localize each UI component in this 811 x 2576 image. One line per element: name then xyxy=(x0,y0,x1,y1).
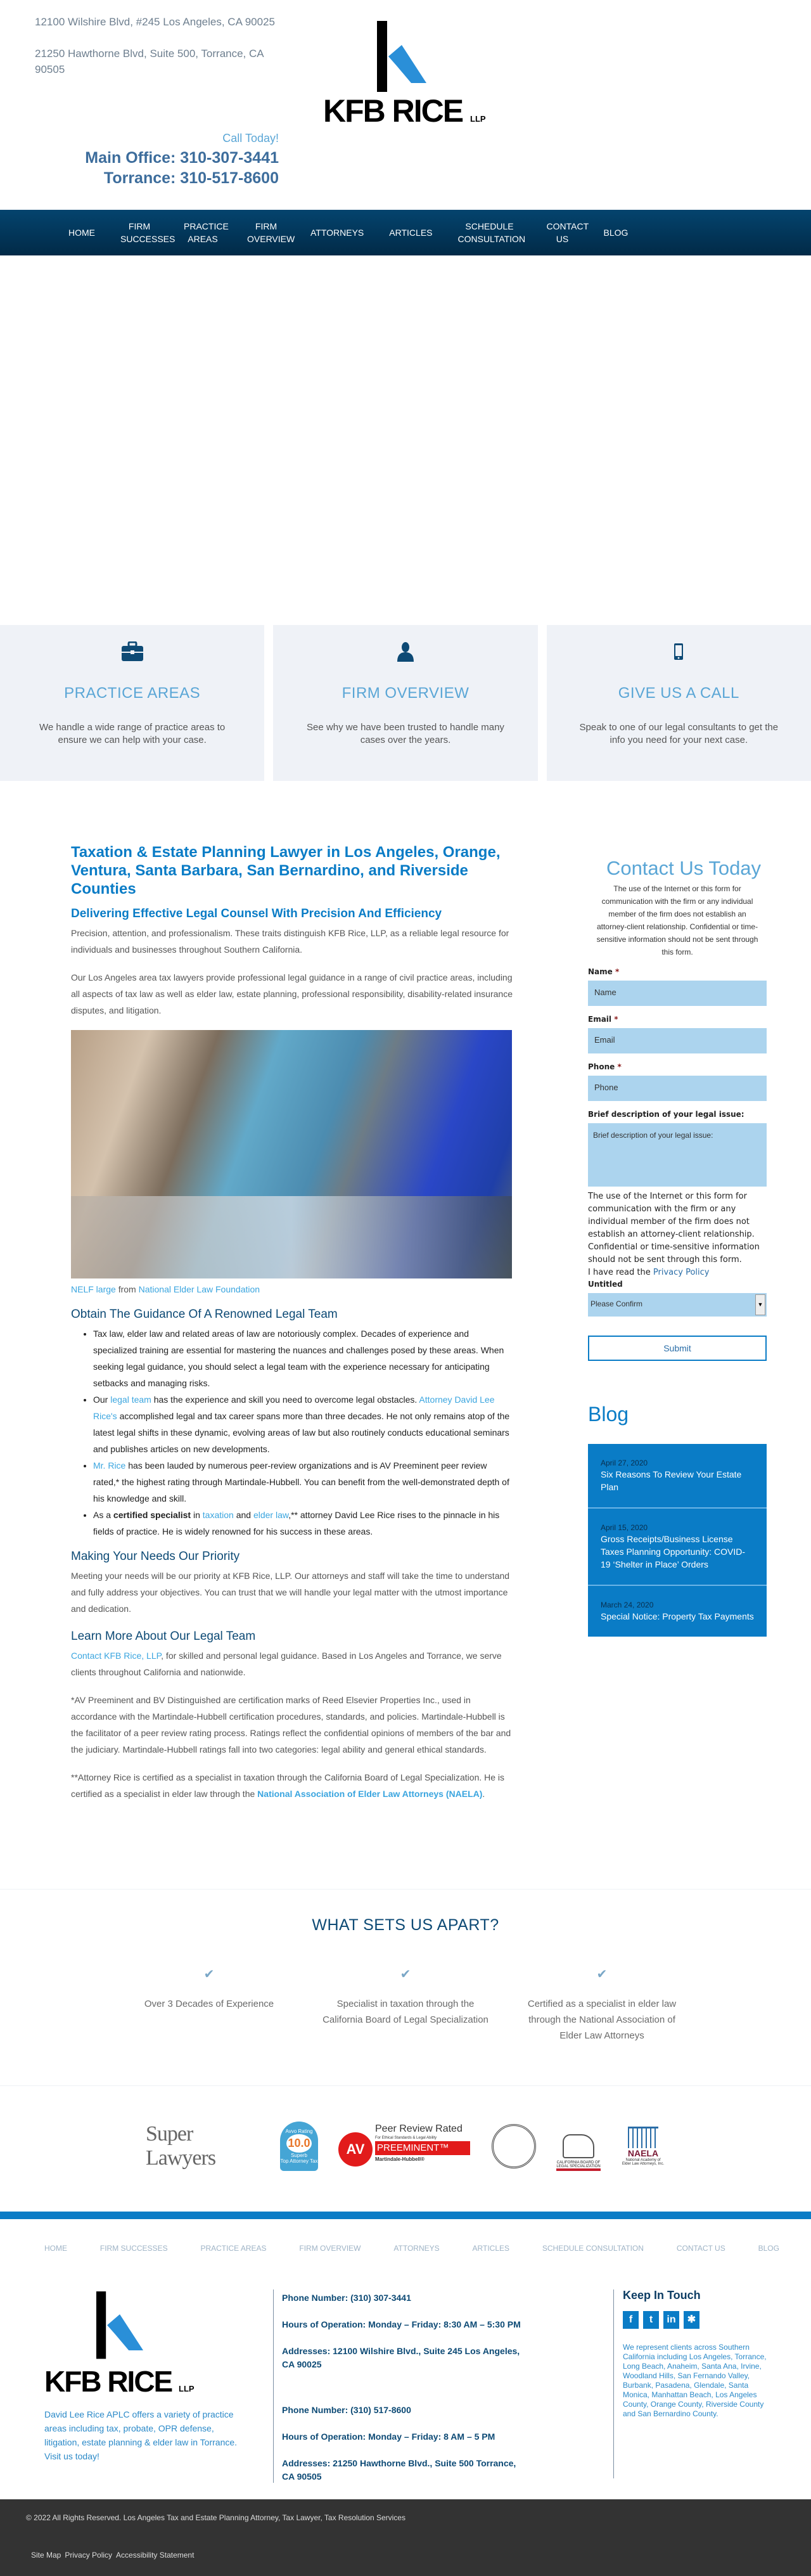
feature-text: Speak to one of our legal consultants to get the info you need for your next case. xyxy=(579,722,779,745)
email-input[interactable]: Email xyxy=(588,1028,767,1053)
priority-paragraph: Meeting your needs will be our priority at KFB Rice, LLP. Our attorneys and staff will take the time to understand and fully address your objectives. You can trust that we will handle your legal matter with the utmost importance and dedication. xyxy=(71,1571,510,1614)
nav-home[interactable]: HOME xyxy=(68,228,95,238)
feature-practice-areas[interactable] xyxy=(0,625,264,781)
office2-phone[interactable]: Phone Number: (310) 517-8600 xyxy=(282,2405,411,2415)
award-badges xyxy=(0,2085,811,2206)
list-item: • Our legal team has the experience and skill you need to overcome legal obstacles. Attorney David Lee Rice's accomplished legal and tax career spans more than three decades. He not only remains atop of the latest legal shifts in these dynamic, evolving areas of law but also routinely conducts educational seminars and publishes articles on new developments. xyxy=(93,1391,514,1457)
privacy-consent: I have read the Privacy Policy xyxy=(588,1268,710,1277)
nav-firm-overview[interactable]: FIRM OVERVIEW xyxy=(247,221,295,244)
taxation-link[interactable]: taxation xyxy=(202,1510,234,1520)
checkmark-icon: ✔ xyxy=(596,1967,608,1981)
clients-photo xyxy=(71,1030,512,1278)
logo-wordmark: KFB RICE LLP xyxy=(323,93,486,129)
header-call xyxy=(85,132,279,188)
copyright-bar xyxy=(0,2499,811,2576)
email-label: Email * xyxy=(588,1015,618,1024)
bear-icon xyxy=(563,2134,594,2158)
feature-title: FIRM OVERVIEW xyxy=(342,685,469,702)
hero-banner xyxy=(0,255,811,624)
service-areas: We represent clients across Southern California including Los Angeles, Torrance, Long Beach, Anaheim, Santa Ana, Irvine, Woodland Hills, San Fernando Valley, Burbank, Pasadena, Glendale, Santa Monica, Manhattan Beach, Los Angeles County, Orange County, Riverside County and San Bernardino County. xyxy=(623,2343,767,2418)
nav-firm-successes[interactable]: FIRM SUCCESSES xyxy=(120,221,176,244)
chevron-down-icon: ▼ xyxy=(755,1294,765,1315)
intro-paragraph: Precision, attention, and professionalism. These traits distinguish KFB Rice, LLP, as a reliable legal resource for individuals and businesses throughout Southern California. xyxy=(71,928,509,955)
post-title[interactable]: Six Reasons To Review Your Estate Plan xyxy=(601,1469,742,1492)
feature-text: We handle a wide range of practice areas to ensure we can help with your case. xyxy=(39,722,226,745)
feature-give-us-a-call[interactable] xyxy=(547,625,811,781)
contact-form xyxy=(588,967,767,1361)
issue-textarea[interactable]: Brief description of your legal issue: xyxy=(588,1123,767,1187)
office1-phone[interactable]: Phone Number: (310) 307-3441 xyxy=(282,2293,411,2303)
address-los-angeles: 12100 Wilshire Blvd, #245 Los Angeles, CA 90025 xyxy=(35,16,275,28)
guidance-list xyxy=(93,1325,514,1540)
apart-item: ✔ Over 3 Decades of Experience xyxy=(124,1966,295,2044)
post-date: April 27, 2020 xyxy=(601,1459,648,1467)
legal-team-link[interactable]: legal team xyxy=(110,1394,151,1405)
state-bar-seal-icon xyxy=(492,2124,536,2168)
nav-blog[interactable]: BLOG xyxy=(603,228,629,238)
post-title[interactable]: Special Notice: Property Tax Payments xyxy=(601,1611,754,1621)
feature-boxes xyxy=(0,625,811,781)
list-item: • Tax law, elder law and related areas of law are notoriously complex. Decades of experience and specialized training are essential for mastering the nuances and challenges posed by these areas. When seeking legal guidance, you should select a legal team with the experience necessary for anticipating setbacks and managing risks. xyxy=(93,1325,514,1391)
untitled-label: Untitled xyxy=(588,1280,623,1289)
twitter-icon[interactable]: t xyxy=(643,2311,659,2329)
k-logo-icon xyxy=(377,21,434,94)
page-title: Taxation & Estate Planning Lawyer in Los Angeles, Orange, Ventura, Santa Barbara, San Bernardino, and Riverside Counties xyxy=(71,844,501,898)
accessibility-statement-link[interactable]: Accessibility Statement xyxy=(116,2551,195,2560)
practice-paragraph: Our Los Angeles area tax lawyers provide professional legal guidance in a range of civil practice areas, including all aspects of tax law as well as elder law, estate planning, professional responsibility, disability-related insurance disputes, and litigation. xyxy=(71,972,513,1015)
footnote-specialist: **Attorney Rice is certified as a specialist in taxation through the California Board of Legal Specialization. He is certified as a specialist in elder law through the National Association of Elder Law Attorneys (NAELA). xyxy=(71,1772,505,1799)
what-sets-us-apart xyxy=(0,1889,811,2085)
copyright-text: © 2022 All Rights Reserved. Los Angeles Tax and Estate Planning Attorney, Tax Lawyer, Tax Resolution Services xyxy=(26,2513,406,2522)
nav-articles[interactable]: ARTICLES xyxy=(389,228,433,238)
sidebar xyxy=(588,843,767,1637)
cbls-badge: CALIFORNIA BOARD OF LEGAL SPECIALIZATION xyxy=(556,2122,601,2171)
list-item: • Mr. Rice has been lauded by numerous peer-review organizations and is AV Preeminent peer review rated,* the highest rating through Martindale-Hubbell. You can benefit from the well-demonstrated depth of his knowledge and skill. xyxy=(93,1457,514,1507)
confirm-select[interactable]: Please Confirm ▼ xyxy=(588,1293,767,1317)
av-preeminent-badge: AV Peer Review Rated For Ethical Standards & Legal Ability PREEMINENT™ Martindale-Hubbell® xyxy=(338,2121,471,2172)
privacy-policy-link[interactable]: Privacy Policy xyxy=(65,2551,113,2560)
legal-links xyxy=(31,2551,194,2560)
super-lawyers-badge: Super Lawyers xyxy=(146,2122,216,2170)
post-date: March 24, 2020 xyxy=(601,1600,654,1609)
list-item: • As a certified specialist in taxation and elder law,** attorney David Lee Rice rises to the pinnacle in his fields of practice. He is widely renowned for his success in these areas. xyxy=(93,1507,514,1540)
name-input[interactable]: Name xyxy=(588,981,767,1006)
issue-label: Brief description of your legal issue: xyxy=(588,1110,744,1119)
privacy-policy-link[interactable]: Privacy Policy xyxy=(653,1268,710,1277)
phone-input[interactable]: Phone xyxy=(588,1076,767,1101)
office1-address: Addresses: 12100 Wilshire Blvd., Suite 245 Los Angeles, CA 90025 xyxy=(282,2346,520,2369)
section-heading: Learn More About Our Legal Team xyxy=(71,1630,256,1643)
mr-rice-link[interactable]: Mr. Rice xyxy=(93,1460,126,1471)
footer-logo[interactable] xyxy=(44,2291,209,2396)
avvo-rating-badge: Avvo Rating 10.0 Superb Top Attorney Tax xyxy=(280,2122,318,2171)
site-header xyxy=(0,0,811,209)
logo-wordmark: KFB RICE LLP xyxy=(44,2365,195,2398)
naela-badge: NAELA National Academy of Elder Law Attorneys, Inc. xyxy=(621,2127,665,2166)
blog-post[interactable] xyxy=(588,1444,767,1509)
submit-button[interactable]: Submit xyxy=(588,1336,767,1361)
checkmark-icon: ✔ xyxy=(203,1967,215,1981)
keep-in-touch-title: Keep In Touch xyxy=(623,2289,701,2302)
attorney-rice-link[interactable]: Attorney David Lee Rice's xyxy=(93,1394,495,1421)
blog-title: Blog xyxy=(588,1403,629,1426)
contact-link[interactable]: Contact KFB Rice, LLP xyxy=(71,1651,162,1661)
checkmark-icon: ✔ xyxy=(400,1967,411,1981)
apart-title: WHAT SETS US APART? xyxy=(312,1916,499,1934)
nav-practice-areas[interactable]: PRACTICE AREAS xyxy=(184,221,229,244)
feature-title: PRACTICE AREAS xyxy=(64,685,201,702)
office-info xyxy=(282,2291,523,2497)
feature-title: GIVE US A CALL xyxy=(618,685,739,702)
office1-hours: Hours of Operation: Monday – Friday: 8:30 AM – 5:30 PM xyxy=(282,2319,521,2329)
keep-in-touch xyxy=(623,2289,769,2419)
blog-post[interactable] xyxy=(588,1586,767,1637)
section-heading: Obtain The Guidance Of A Renowned Legal Team xyxy=(71,1308,338,1321)
torrance-phone[interactable]: Torrance: 310-517-8600 xyxy=(103,169,279,187)
feature-text: See why we have been trusted to handle many cases over the years. xyxy=(307,722,504,745)
nav-schedule-consultation[interactable]: SCHEDULE CONSULTATION xyxy=(457,221,526,244)
phone-label: Phone * xyxy=(588,1062,622,1071)
footer-accent-bar xyxy=(0,2212,811,2219)
apart-item: ✔ Specialist in taxation through the California Board of Legal Specialization xyxy=(320,1966,491,2044)
main-office-phone[interactable]: Main Office: 310-307-3441 xyxy=(85,149,279,167)
footer-nav-articles[interactable]: ARTICLES xyxy=(472,2244,509,2253)
footer-divider xyxy=(273,2289,274,2483)
feature-firm-overview[interactable] xyxy=(273,625,537,781)
linkedin-icon[interactable]: in xyxy=(663,2311,679,2329)
facebook-icon[interactable]: f xyxy=(623,2311,639,2329)
footer-nav-schedule-consultation[interactable]: SCHEDULE CONSULTATION xyxy=(542,2244,644,2253)
contact-title: Contact Us Today xyxy=(606,857,762,879)
learn-paragraph: Contact KFB Rice, LLP, for skilled and personal legal guidance. Based in Los Angeles and Torrance, we serve clients throughout California and nationwide. xyxy=(71,1651,502,1677)
nelf-link[interactable]: NELF large xyxy=(71,1284,116,1294)
photo-caption: NELF large from National Elder Law Foundation xyxy=(71,1284,260,1294)
section-heading: Delivering Effective Legal Counsel With Precision And Efficiency xyxy=(71,907,442,920)
form-disclaimer: The use of the Internet or this form for communication with the firm or any individual member of the firm does not establish an attorney-client relationship. Confidential or time-sensitive information should not be sent through this form. xyxy=(596,884,758,956)
yelp-icon[interactable]: ✱ xyxy=(684,2311,699,2329)
footer-nav-practice-areas[interactable]: PRACTICE AREAS xyxy=(200,2244,267,2253)
name-label: Name * xyxy=(588,967,620,976)
post-title[interactable]: Gross Receipts/Business License Taxes Planning Opportunity: COVID-19 ‘Shelter in Place’ Orders xyxy=(601,1534,745,1569)
blog-post[interactable] xyxy=(588,1509,767,1586)
columns-icon xyxy=(628,2127,658,2148)
naela-link[interactable]: National Association of Elder Law Attorneys (NAELA) xyxy=(257,1789,483,1799)
footer-nav-attorneys[interactable]: ATTORNEYS xyxy=(393,2244,440,2253)
person-icon xyxy=(273,639,537,664)
office2-hours: Hours of Operation: Monday – Friday: 8 AM – 5 PM xyxy=(282,2431,495,2442)
footnote-av: *AV Preeminent and BV Distinguished are certification marks of Reed Elsevier Properties Inc., used in accordance with the Martindale-Hubbell certification procedures, standards, and policies. Martindale-Hubbell is the facilitator of a peer review rating process. Ratings reflect the confidential opinions of members of the bar and the judiciary. Martindale-Hubbell ratings fall into two categories: legal ability and general ethical standards. xyxy=(71,1695,511,1755)
social-links xyxy=(623,2311,769,2329)
address-torrance: 21250 Hawthorne Blvd, Suite 500, Torrance, CA 90505 xyxy=(35,48,264,75)
footer-nav-blog[interactable]: BLOG xyxy=(758,2244,779,2253)
site-footer xyxy=(0,2272,811,2497)
section-heading: Making Your Needs Our Priority xyxy=(71,1550,240,1563)
office2-address: Addresses: 21250 Hawthorne Blvd., Suite 500 Torrance, CA 90505 xyxy=(282,2458,516,2482)
apart-item: ✔ Certified as a specialist in elder law through the National Association of Elder Law Attorneys xyxy=(516,1966,687,2044)
nav-attorneys[interactable]: ATTORNEYS xyxy=(310,228,364,238)
main-nav xyxy=(0,210,811,255)
nav-contact-us[interactable]: CONTACT US xyxy=(546,221,589,244)
footer-divider xyxy=(613,2289,614,2478)
footer-nav-firm-overview[interactable]: FIRM OVERVIEW xyxy=(299,2244,361,2253)
main-content xyxy=(71,843,514,1813)
footer-nav-contact-us[interactable]: CONTACT US xyxy=(676,2244,725,2253)
footer-nav-firm-successes[interactable]: FIRM SUCCESSES xyxy=(99,2244,168,2253)
site-logo[interactable] xyxy=(323,18,507,132)
footer-description: David Lee Rice APLC offers a variety of practice areas including tax, probate, OPR defense, litigation, estate planning & elder law in Torrance. Visit us today! xyxy=(44,2409,238,2461)
header-addresses xyxy=(35,14,276,93)
footer-nav-home[interactable]: HOME xyxy=(44,2244,67,2253)
site-map-link[interactable]: Site Map xyxy=(31,2551,61,2560)
call-today-label: Call Today! xyxy=(222,132,279,145)
mobile-phone-icon xyxy=(547,639,811,664)
post-date: April 15, 2020 xyxy=(601,1523,648,1532)
form-disclaimer-2: The use of the Internet or this form for communication with the firm or any individual member of the firm does not establish an attorney-client relationship. Confidential or time-sensitive information should not be sent through this form. xyxy=(588,1192,760,1265)
elder-law-link[interactable]: elder law xyxy=(253,1510,289,1520)
blog-posts xyxy=(588,1444,767,1637)
k-logo-icon xyxy=(96,2291,151,2360)
footer-nav xyxy=(44,2244,779,2253)
briefcase-icon xyxy=(0,639,264,664)
nelf-foundation-link[interactable]: National Elder Law Foundation xyxy=(138,1284,260,1294)
